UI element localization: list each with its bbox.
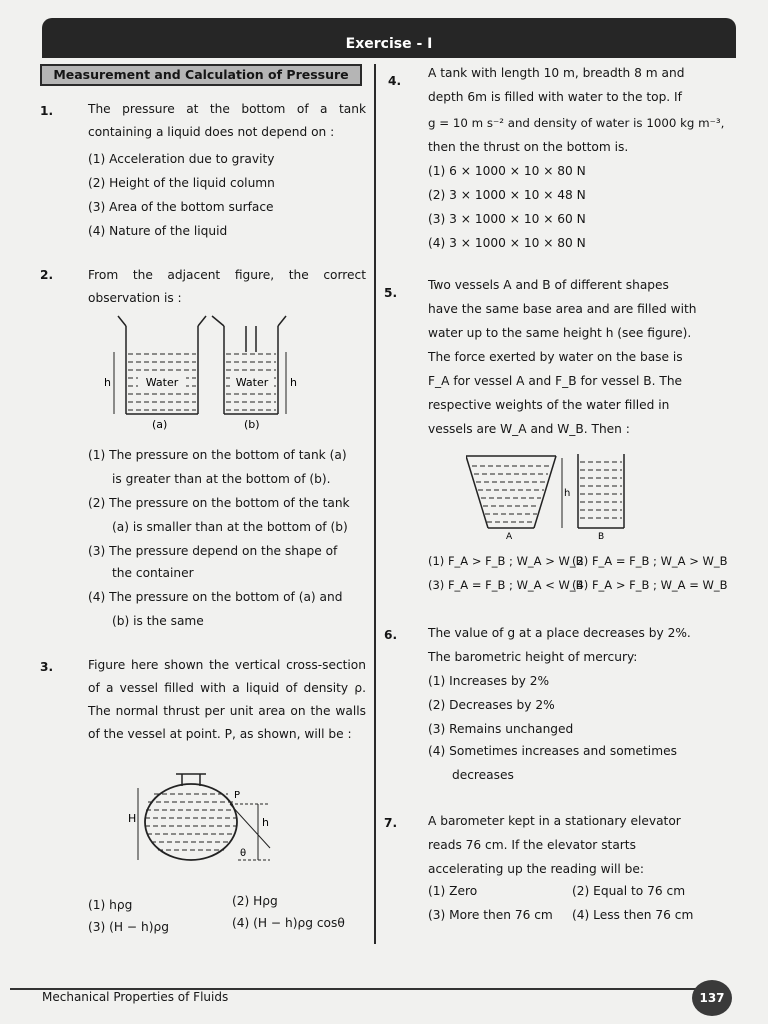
q5-line-4: The force exerted by water on the base is xyxy=(428,350,683,364)
q4-option-1: (1) 6 × 1000 × 10 × 80 N xyxy=(428,164,586,178)
q2-option-1: (1) The pressure on the bottom of tank (a) xyxy=(88,448,347,462)
section-title: Measurement and Calculation of Pressure xyxy=(40,64,362,86)
q4-option-3: (3) 3 × 1000 × 10 × 60 N xyxy=(428,212,586,226)
q5-A-label: A xyxy=(506,532,513,540)
q5-option-1: (1) F_A > F_B ; W_A > W_B xyxy=(428,554,584,568)
q3-H-label: H xyxy=(128,812,137,825)
q6-line-1: The value of g at a place decreases by 2%. xyxy=(428,626,691,640)
q4-option-4: (4) 3 × 1000 × 10 × 80 N xyxy=(428,236,586,250)
q2-option-3-cont: the container xyxy=(112,566,194,580)
q5-line-7: vessels are W_A and W_B. Then : xyxy=(428,422,630,436)
q5-figure xyxy=(466,448,646,540)
q2-h-b: h xyxy=(290,376,297,389)
q6-option-4-cont: decreases xyxy=(452,768,514,782)
q7-line-3: accelerating up the reading will be: xyxy=(428,862,644,876)
q2-number: 2. xyxy=(40,268,54,282)
q3-figure xyxy=(120,770,300,870)
q5-h-label: h xyxy=(564,488,571,499)
exercise-title: Exercise - I xyxy=(345,36,433,52)
q7-number: 7. xyxy=(384,816,398,830)
q2-caption-b: (b) xyxy=(244,418,260,430)
q2-option-2: (2) The pressure on the bottom of the tank xyxy=(88,496,350,510)
q3-theta-label: θ xyxy=(240,848,247,859)
q7-line-2: reads 76 cm. If the elevator starts xyxy=(428,838,636,852)
q4-line-2: depth 6m is filled with water to the top. If xyxy=(428,90,682,104)
q4-option-2: (2) 3 × 1000 × 10 × 48 N xyxy=(428,188,586,202)
q7-option-2: (2) Equal to 76 cm xyxy=(572,884,686,898)
q3-text: Figure here shown the vertical cross-section of a vessel filled with a liquid of density ρ. The normal thrust per unit area on the walls of the vessel at point. P, as shown, will be : xyxy=(88,658,366,741)
q2-option-3: (3) The pressure depend on the shape of xyxy=(88,544,338,558)
q1-number: 1. xyxy=(40,104,54,118)
q5-number: 5. xyxy=(384,286,398,300)
q4-line-1: A tank with length 10 m, breadth 8 m and xyxy=(428,66,685,80)
q7-option-4: (4) Less then 76 cm xyxy=(572,908,694,922)
q2-option-2-cont: (a) is smaller than at the bottom of (b) xyxy=(112,520,348,534)
q3-option-3: (3) (H − h)ρg xyxy=(88,920,169,934)
q2-water-a: Water xyxy=(145,376,179,389)
q7-option-1: (1) Zero xyxy=(428,884,478,898)
q5-B-label: B xyxy=(598,532,605,540)
q5-option-3: (3) F_A = F_B ; W_A < W_B xyxy=(428,578,584,592)
q3-option-1: (1) hρg xyxy=(88,898,133,912)
footer-title: Mechanical Properties of Fluids xyxy=(42,990,229,1004)
q6-number: 6. xyxy=(384,628,398,642)
q1-option-3: (3) Area of the bottom surface xyxy=(88,200,274,214)
q4-line-3: g = 10 m s⁻² and density of water is 1000 kg m⁻³, xyxy=(428,116,725,130)
q5-option-2: (2) F_A = F_B ; W_A > W_B xyxy=(572,554,728,568)
q6-option-4: (4) Sometimes increases and sometimes xyxy=(428,744,677,758)
q7-line-1: A barometer kept in a stationary elevator xyxy=(428,814,681,828)
q5-line-3: water up to the same height h (see figure). xyxy=(428,326,692,340)
q1-text: The pressure at the bottom of a tank containing a liquid does not depend on : xyxy=(88,102,366,139)
q2-water-b: Water xyxy=(235,376,269,389)
q1-option-4: (4) Nature of the liquid xyxy=(88,224,228,238)
q2-option-4: (4) The pressure on the bottom of (a) and xyxy=(88,590,343,604)
page-number: 137 xyxy=(692,980,732,1016)
q3-option-4: (4) (H − h)ρg cosθ xyxy=(232,916,345,930)
q6-option-2: (2) Decreases by 2% xyxy=(428,698,555,712)
q4-line-4: then the thrust on the bottom is. xyxy=(428,140,629,154)
q5-option-4: (4) F_A > F_B ; W_A = W_B xyxy=(572,578,728,592)
q3-option-2: (2) Hρg xyxy=(232,894,278,908)
q2-caption-a: (a) xyxy=(152,418,168,430)
q4-number: 4. xyxy=(388,74,402,88)
column-divider xyxy=(374,64,376,944)
q2-option-1-cont: is greater than at the bottom of (b). xyxy=(112,472,331,486)
q1-option-1: (1) Acceleration due to gravity xyxy=(88,152,275,166)
q5-line-1: Two vessels A and B of different shapes xyxy=(428,278,669,292)
q2-text: From the adjacent figure, the correct observation is : xyxy=(88,268,366,305)
header-bar xyxy=(42,18,736,58)
q6-option-3: (3) Remains unchanged xyxy=(428,722,574,736)
q3-P-label: P xyxy=(234,790,241,801)
q2-figure xyxy=(100,310,300,430)
q1-option-2: (2) Height of the liquid column xyxy=(88,176,275,190)
q7-option-3: (3) More then 76 cm xyxy=(428,908,553,922)
q3-number: 3. xyxy=(40,660,54,674)
q5-line-2: have the same base area and are filled with xyxy=(428,302,697,316)
q6-line-2: The barometric height of mercury: xyxy=(428,650,638,664)
q2-option-4-cont: (b) is the same xyxy=(112,614,204,628)
q5-line-6: respective weights of the water filled in xyxy=(428,398,670,412)
q2-h-a: h xyxy=(104,376,111,389)
q6-option-1: (1) Increases by 2% xyxy=(428,674,550,688)
q3-h-label: h xyxy=(262,816,269,829)
q5-line-5: F_A for vessel A and F_B for vessel B. The xyxy=(428,374,683,388)
